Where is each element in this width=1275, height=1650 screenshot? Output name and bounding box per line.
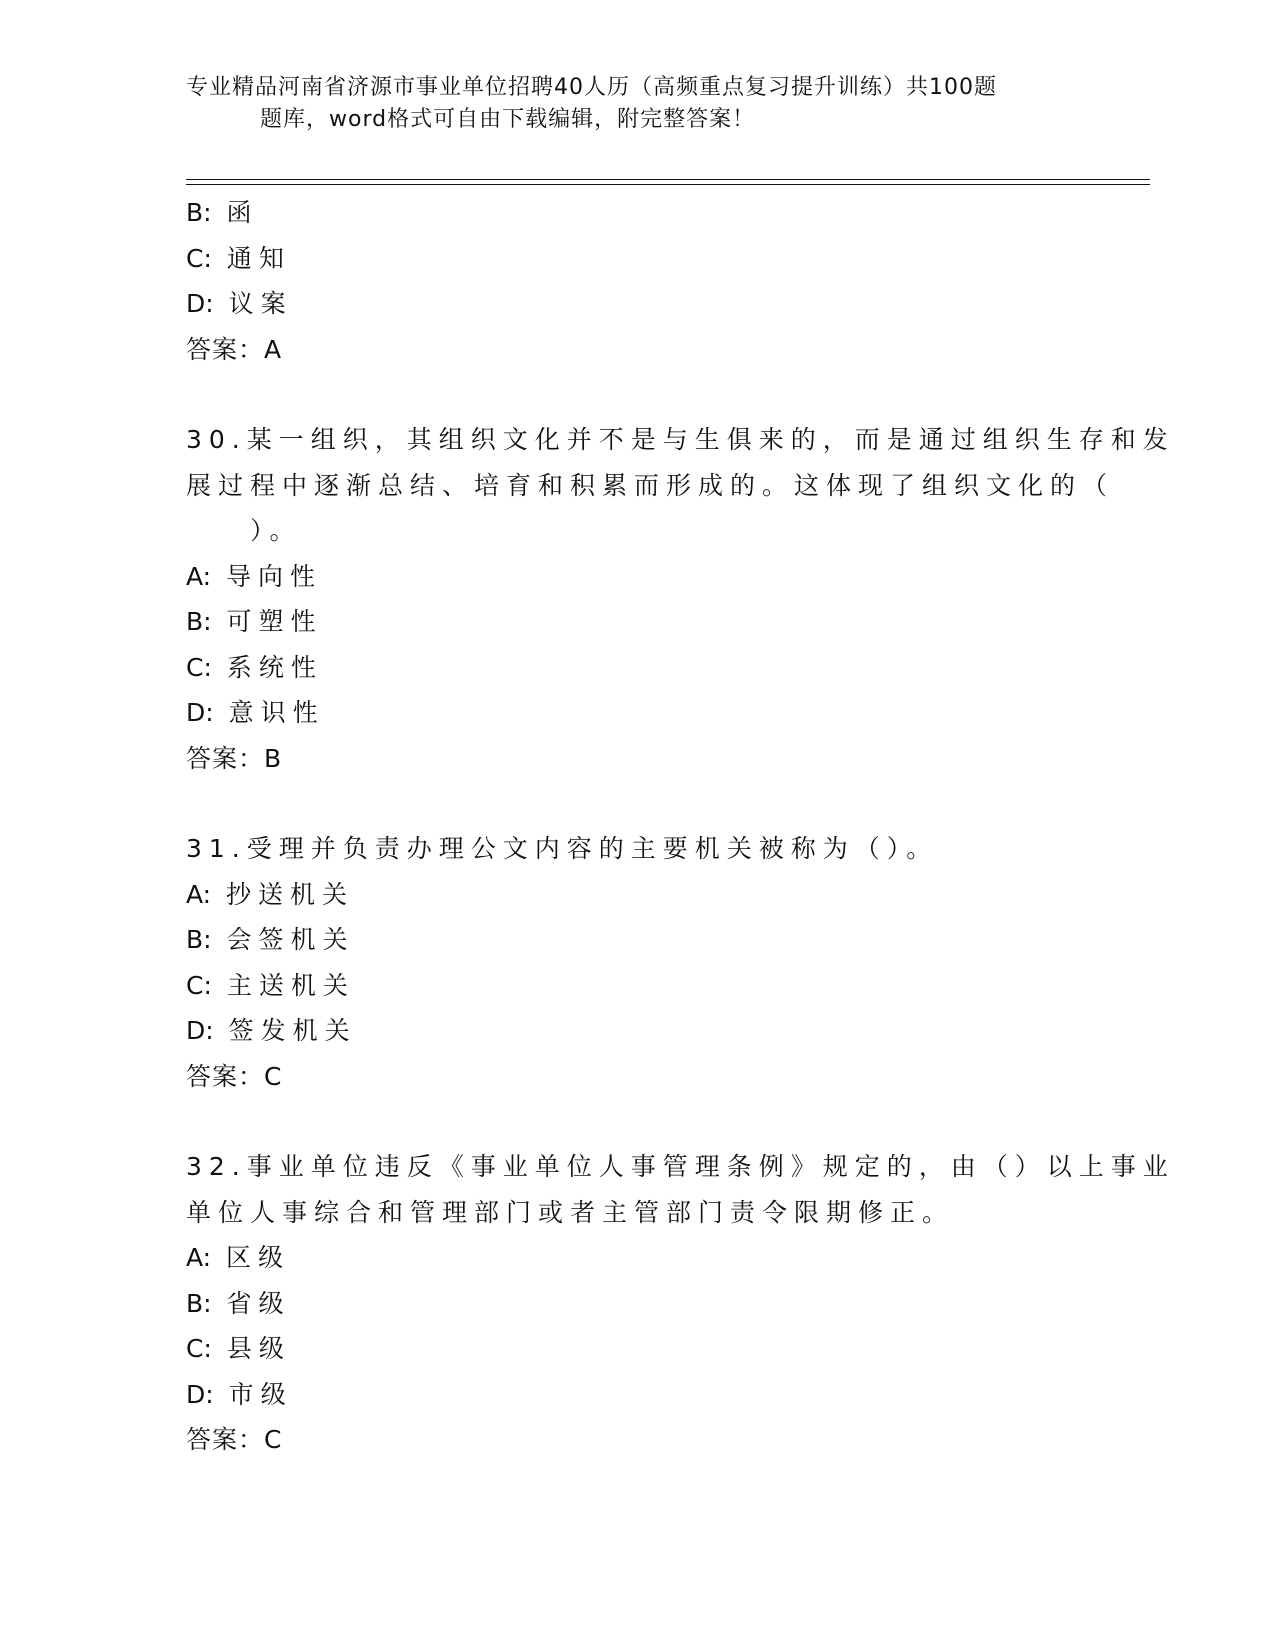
header-title-line-1: 专业精品河南省济源市事业单位招聘40人历（高频重点复习提升训练）共100题 <box>186 75 997 100</box>
header-divider-top <box>186 179 1150 180</box>
question-list <box>186 190 1175 1463</box>
option-d: D: 议案 <box>186 289 293 318</box>
option-b: B: 省级 <box>186 1288 291 1318</box>
option-d: D: 市级 <box>186 1379 293 1409</box>
question-29-tail <box>186 190 1086 372</box>
question-text-line: ）。 <box>186 516 302 545</box>
option-a: A: 抄送机关 <box>186 879 355 909</box>
option-c: C: 主送机关 <box>186 970 355 1000</box>
question-text-line: 31.受理并负责办理公文内容的主要机关被称为（）。 <box>186 834 939 863</box>
question-text-line: 32.事业单位违反《事业单位人事管理条例》规定的，由（）以上事业 <box>186 1152 1175 1181</box>
answer-line: 答案：C <box>186 1061 283 1091</box>
option-a: A: 区级 <box>186 1243 291 1272</box>
option-b: B: 函 <box>186 198 259 227</box>
question-31 <box>186 826 1086 1099</box>
question-text-line: 展过程中逐渐总结、培育和积累而形成的。这体现了组织文化的（ <box>186 470 1115 500</box>
option-c: C: 县级 <box>186 1334 291 1363</box>
answer-line: 答案：A <box>186 334 283 364</box>
question-30 <box>186 417 1175 781</box>
option-a: A: 导向性 <box>186 561 323 591</box>
answer-line: 答案：C <box>186 1425 283 1454</box>
question-text-line: 30.某一组织，其组织文化并不是与生俱来的，而是通过组织生存和发 <box>186 425 1175 454</box>
document-header <box>186 72 1066 136</box>
question-text-line: 单位人事综合和管理部门或者主管部门责令限期修正。 <box>186 1197 955 1227</box>
option-d: D: 意识性 <box>186 698 325 727</box>
question-32 <box>186 1144 1175 1463</box>
header-title-line-2: 题库，word格式可自由下载编辑，附完整答案！ <box>260 107 756 132</box>
option-c: C: 通知 <box>186 243 291 273</box>
option-d: D: 签发机关 <box>186 1016 357 1045</box>
header-divider-bottom <box>186 184 1150 185</box>
option-c: C: 系统性 <box>186 652 323 682</box>
option-b: B: 可塑性 <box>186 607 323 636</box>
answer-line: 答案：B <box>186 743 283 773</box>
option-b: B: 会签机关 <box>186 925 355 954</box>
